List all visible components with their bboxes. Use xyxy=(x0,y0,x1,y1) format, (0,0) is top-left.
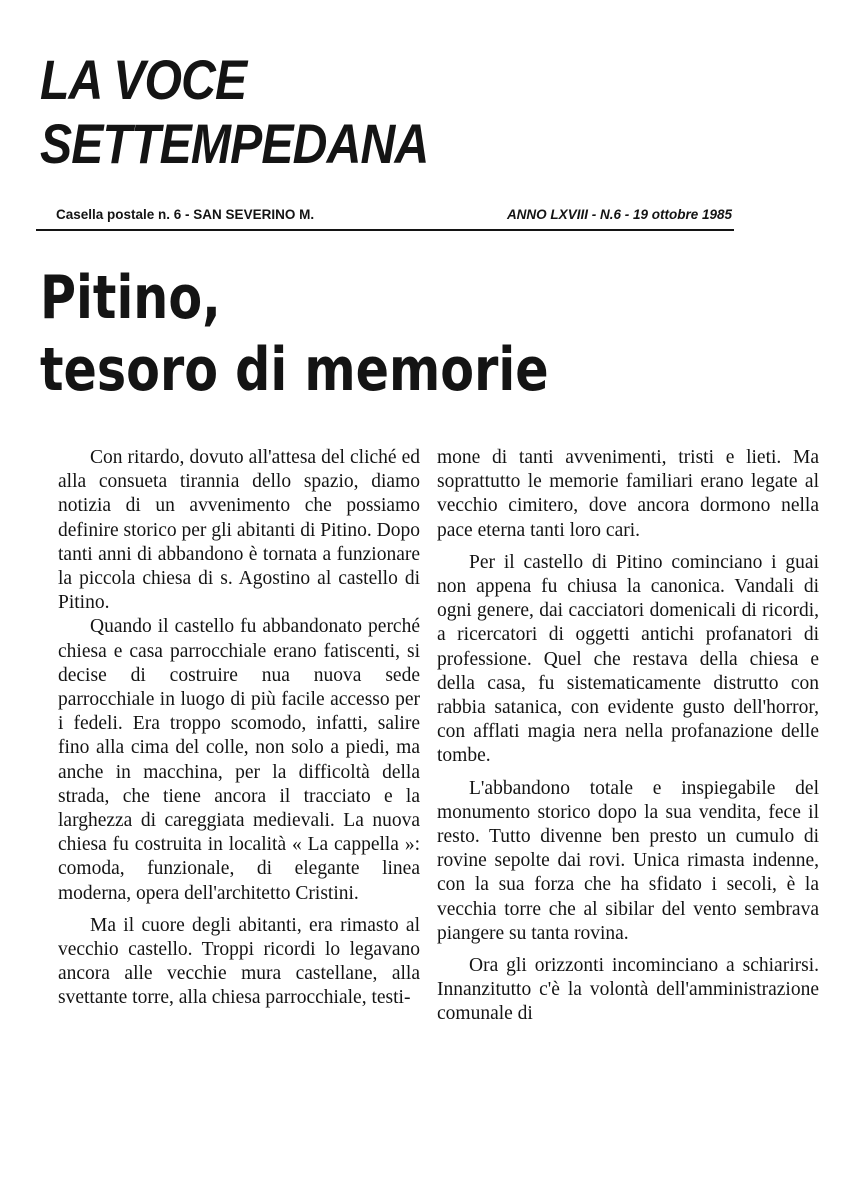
article-column-right xyxy=(437,446,819,1027)
masthead-line-1: LA VOCE xyxy=(40,48,247,111)
issue-info: ANNO LXVIII - N.6 - 19 ottobre 1985 xyxy=(506,207,732,222)
paragraph: Ora gli orizzonti incominciano a schiarirsi. Innanzitutto c'è la volontà dell'amministrazione comunale di xyxy=(437,955,819,1025)
paragraph: mone di tanti avvenimenti, tristi e lieti. Ma soprattutto le memorie familiari erano legate al vecchio cimitero, dove ancora dormono nella pace eterna tanti loro cari. xyxy=(437,447,819,541)
paragraph: Con ritardo, dovuto all'attesa del cliché ed alla consueta tirannia dello spazio, diamo notizia di un avvenimento che possiamo definire storico per gli abitanti di Pitino. Dopo tanti anni di abbandono è tornata a funzionare la piccola chiesa di s. Agostino al castello di Pitino. xyxy=(58,447,420,614)
paragraph: Ma il cuore degli abitanti, era rimasto al vecchio castello. Troppi ricordi lo legavano ancora alle vecchie mura castellane, alla svettante torre, alla chiesa parrocchiale, testi- xyxy=(58,914,420,1009)
paragraph: Per il castello di Pitino cominciano i guai non appena fu chiusa la canonica. Vandali di ogni genere, dai cacciatori domenicali di ricordi, a ricercatori di oggetti antichi profanatori di professione. Quel che restava della chiesa e della casa, fu sistematicamente distrutto con rabbia satanica, con evidente gusto dell'horror, con afflati magia nera nella profanazione delle tombe. xyxy=(437,551,819,767)
headline-line-1: Pitino, xyxy=(40,263,221,333)
masthead-title xyxy=(40,48,429,176)
paragraph: Quando il castello fu abbandonato perché chiesa e casa parrocchiale erano fatiscenti, si decise di costruire nua nuova sede parrocchiale in luogo di più facile accesso per i fedeli. Era troppo scomodo, infatti, salire fino alla cima del colle, non solo a piedi, ma anche in macchina, per la difficoltà della strada, che tiene ancora il tracciato e la larghezza di careggiata medievali. La nuova chiesa fu costruita in località « La cappella »: comoda, funzionale, di elegante linea moderna, opera dell'architetto Cristini. xyxy=(58,616,420,904)
postal-address: Casella postale n. 6 - SAN SEVERINO M. xyxy=(56,207,315,222)
article-headline xyxy=(40,262,549,406)
masthead-info-bar xyxy=(36,203,734,231)
headline-line-2: tesoro di memorie xyxy=(40,335,549,405)
article-column-left xyxy=(58,446,420,1011)
masthead-line-2: SETTEMPEDANA xyxy=(40,112,429,175)
paragraph: L'abbandono totale e inspiegabile del monumento storico dopo la sua vendita, fece il resto. Tutto divenne ben presto un cumulo di rovine sepolte dai rovi. Unica rimasta indenne, con la sua forza che ha sfidato i secoli, è la vecchia torre che al sibilar del vento sembrava piangere su tanta rovina. xyxy=(437,777,819,944)
